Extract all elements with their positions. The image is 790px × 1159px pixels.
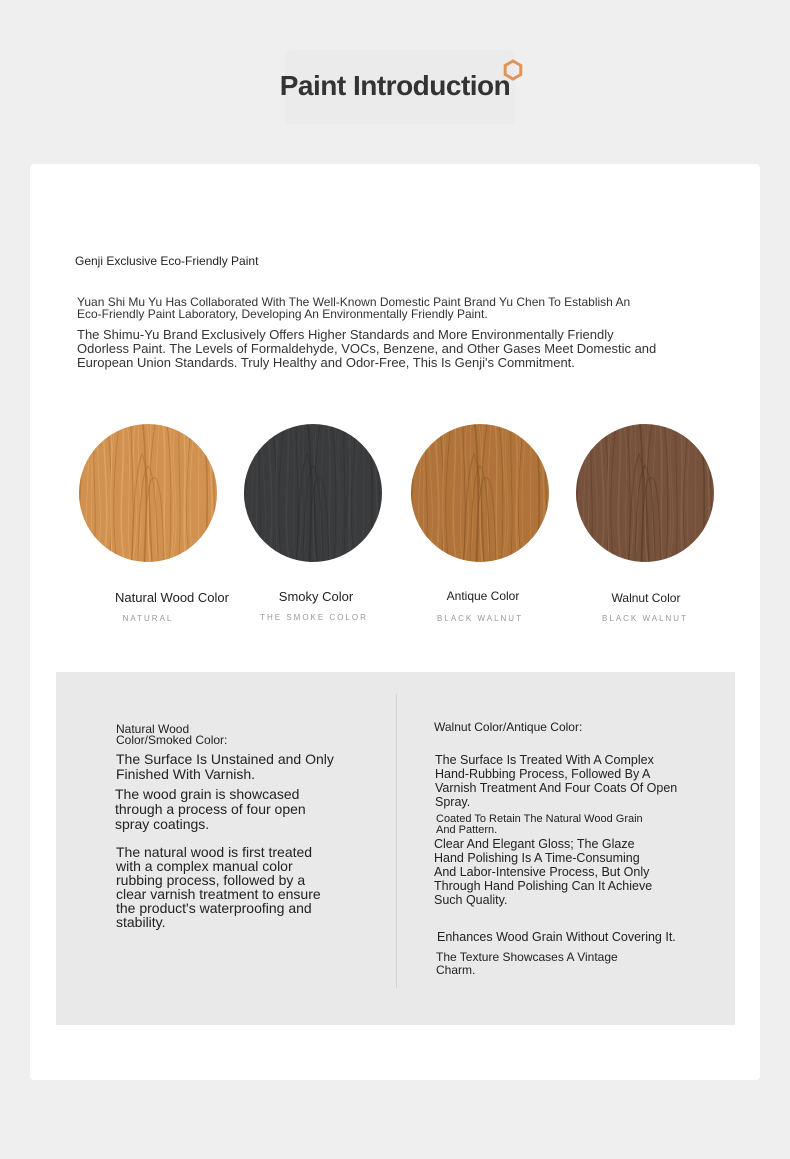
left-paragraph-3: The natural wood is first treated with a complex manual color rubbing process, followed by a clear varnish treatment to ensure the product's waterproofing and stability.	[116, 844, 321, 930]
swatch-name-smoky: Smoky Color	[278, 589, 354, 604]
left-paragraph-1: The Surface Is Unstained and Only Finished With Varnish.	[116, 751, 334, 782]
swatch-antique	[411, 424, 549, 562]
swatch-walnut	[576, 424, 714, 562]
right-paragraph-5: The Texture Showcases A Vintage Charm.	[436, 950, 618, 977]
intro-paragraph-2: The Shimu-Yu Brand Exclusively Offers Higher Standards and More Environmentally Friendly Odorless Paint. The Levels of Formaldehyde, VOCs, Benzene, and Other Gases Meet Domestic and European Union Standards. Truly Healthy and Odor-Free, This Is Genji's Commitment.	[77, 327, 657, 370]
swatch-natural-wood	[79, 424, 217, 562]
left-paragraph-2: The wood grain is showcased through a process of four open spray coatings.	[115, 786, 306, 832]
swatch-smoky	[244, 424, 382, 562]
right-heading: Walnut Color/Antique Color:	[434, 720, 583, 734]
right-paragraph-4: Enhances Wood Grain Without Covering It.	[437, 930, 676, 944]
right-paragraph-3: Clear And Elegant Gloss; The Glaze Hand Polishing Is A Time-Consuming And Labor-Intensive Process, But Only Through Hand Polishing Can It Achieve Such Quality.	[434, 837, 653, 907]
left-heading: Natural Wood Color/Smoked Color:	[116, 722, 228, 747]
swatch-sub-natural-wood: NATURAL	[122, 614, 174, 623]
section-subtitle: Genji Exclusive Eco-Friendly Paint	[75, 254, 259, 268]
swatch-sub-antique: BLACK WALNUT	[437, 614, 523, 623]
swatch-name-natural-wood: Natural Wood Color	[115, 590, 229, 605]
page-header	[0, 50, 790, 124]
swatch-sub-walnut: BLACK WALNUT	[602, 614, 688, 623]
content-card	[30, 164, 760, 1080]
intro-paragraph-1: Yuan Shi Mu Yu Has Collaborated With The Well-Known Domestic Paint Brand Yu Chen To Establish An Eco-Friendly Paint Laboratory, Developing An Environmentally Friendly Paint.	[77, 295, 631, 321]
page-title: Paint Introduction	[279, 70, 511, 101]
right-paragraph-2: Coated To Retain The Natural Wood Grain And Pattern.	[436, 813, 643, 836]
hexagon-icon	[501, 58, 525, 82]
swatch-sub-smoky: THE SMOKE COLOR	[260, 613, 368, 622]
column-divider	[396, 694, 397, 988]
swatch-name-antique: Antique Color	[446, 589, 520, 603]
finish-details-panel	[56, 672, 735, 1025]
swatch-name-walnut: Walnut Color	[611, 591, 681, 605]
right-paragraph-1: The Surface Is Treated With A Complex Hand-Rubbing Process, Followed By A Varnish Treatment And Four Coats Of Open Spray.	[435, 753, 678, 809]
